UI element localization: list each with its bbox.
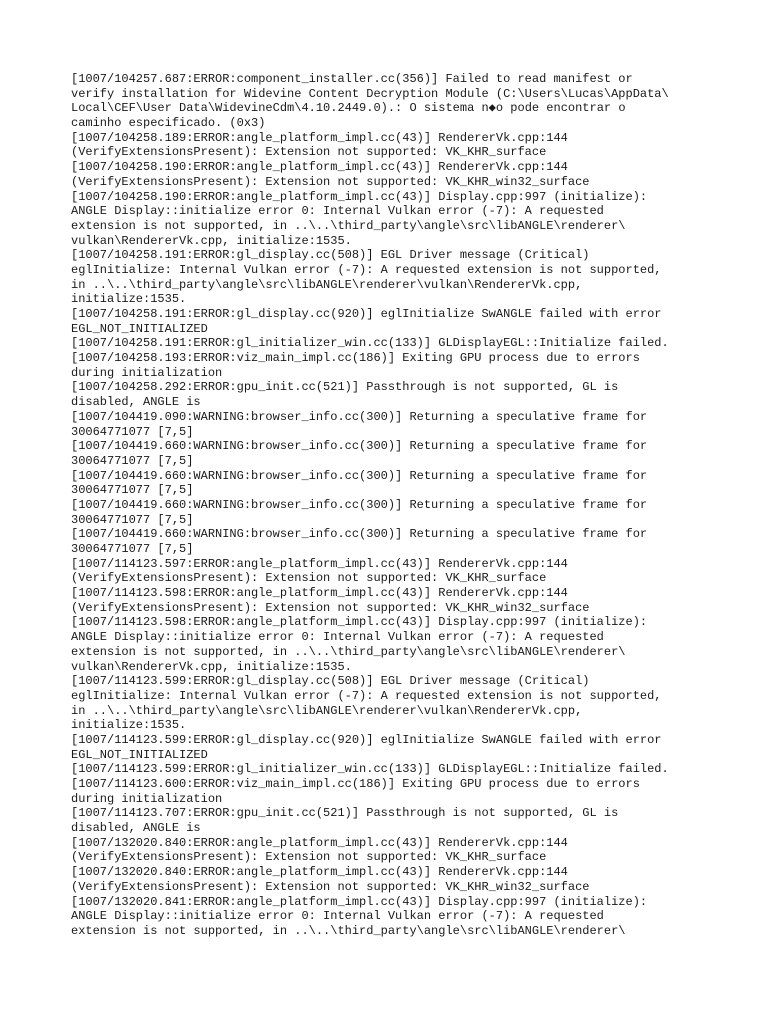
log-line: vulkan\RendererVk.cpp, initialize:1535.	[71, 659, 352, 674]
log-line: EGL_NOT_INITIALIZED	[71, 747, 208, 762]
log-line: EGL_NOT_INITIALIZED	[71, 321, 208, 336]
log-line: disabled, ANGLE is	[71, 395, 201, 410]
log-line: initialize:1535.	[71, 292, 187, 307]
log-line: ANGLE Display::initialize error 0: Internal Vulkan error (-7): A requested	[71, 630, 604, 645]
log-line: [1007/114123.599:ERROR:gl_display.cc(508)] EGL Driver message (Critical)	[71, 674, 590, 689]
log-line: [1007/104419.660:WARNING:browser_info.cc(300)] Returning a speculative frame for	[71, 439, 648, 454]
log-line: [1007/104258.191:ERROR:gl_display.cc(920)] eglInitialize SwANGLE failed with error	[71, 307, 662, 321]
log-line: (VerifyExtensionsPresent): Extension not supported: VK_KHR_surface	[71, 571, 547, 586]
log-line: [1007/104258.189:ERROR:angle_platform_impl.cc(43)] RendererVk.cpp:144	[71, 130, 568, 145]
log-line: [1007/104258.193:ERROR:viz_main_impl.cc(186)] Exiting GPU process due to errors	[71, 351, 640, 366]
log-line: ANGLE Display::initialize error 0: Internal Vulkan error (-7): A requested	[71, 909, 604, 924]
log-line: 30064771077 [7,5]	[71, 483, 194, 498]
log-line: vulkan\RendererVk.cpp, initialize:1535.	[71, 233, 352, 248]
log-line: [1007/132020.841:ERROR:angle_platform_impl.cc(43)] Display.cpp:997 (initialize):	[71, 894, 648, 909]
log-line: extension is not supported, in ..\..\third_party\angle\src\libANGLE\renderer\	[71, 644, 626, 659]
log-line: [1007/104258.292:ERROR:gpu_init.cc(521)] Passthrough is not supported, GL is	[71, 380, 619, 395]
log-line: [1007/104419.660:WARNING:browser_info.cc(300)] Returning a speculative frame for	[71, 527, 648, 542]
log-line: [1007/114123.599:ERROR:gl_initializer_win.cc(133)] GLDisplayEGL::Initialize failed.	[71, 762, 669, 777]
log-line: initialize:1535.	[71, 718, 187, 733]
log-line: (VerifyExtensionsPresent): Extension not supported: VK_KHR_win32_surface	[71, 879, 590, 894]
log-line: [1007/104419.090:WARNING:browser_info.cc(300)] Returning a speculative frame for	[71, 409, 648, 424]
log-line: eglInitialize: Internal Vulkan error (-7): A requested extension is not supported,	[71, 688, 662, 703]
log-line: 30064771077 [7,5]	[71, 453, 194, 468]
log-line: (VerifyExtensionsPresent): Extension not supported: VK_KHR_surface	[71, 850, 547, 865]
log-line: 30064771077 [7,5]	[71, 542, 194, 556]
log-line: [1007/104257.687:ERROR:component_installer.cc(356)] Failed to read manifest or	[71, 72, 633, 86]
log-line: [1007/104258.191:ERROR:gl_initializer_win.cc(133)] GLDisplayEGL::Initialize failed.	[71, 336, 669, 351]
log-line: (VerifyExtensionsPresent): Extension not supported: VK_KHR_win32_surface	[71, 600, 590, 615]
log-line: [1007/114123.600:ERROR:viz_main_impl.cc(186)] Exiting GPU process due to errors	[71, 777, 640, 791]
log-line: during initialization	[71, 365, 223, 380]
log-line: [1007/104419.660:WARNING:browser_info.cc(300)] Returning a speculative frame for	[71, 497, 648, 512]
log-line: 30064771077 [7,5]	[71, 424, 194, 439]
log-line: [1007/114123.599:ERROR:gl_display.cc(920)] eglInitialize SwANGLE failed with error	[71, 732, 662, 747]
log-line: eglInitialize: Internal Vulkan error (-7): A requested extension is not supported,	[71, 262, 662, 277]
log-line: [1007/114123.597:ERROR:angle_platform_impl.cc(43)] RendererVk.cpp:144	[71, 556, 568, 571]
log-line: [1007/104258.190:ERROR:angle_platform_impl.cc(43)] RendererVk.cpp:144	[71, 160, 568, 175]
log-line: extension is not supported, in ..\..\third_party\angle\src\libANGLE\renderer\	[71, 218, 626, 233]
log-line: [1007/104258.190:ERROR:angle_platform_impl.cc(43)] Display.cpp:997 (initialize):	[71, 189, 648, 204]
log-line: in ..\..\third_party\angle\src\libANGLE\renderer\vulkan\RendererVk.cpp,	[71, 277, 583, 292]
log-line: during initialization	[71, 791, 223, 806]
log-line: (VerifyExtensionsPresent): Extension not supported: VK_KHR_surface	[71, 145, 547, 160]
log-line: [1007/104258.191:ERROR:gl_display.cc(508)] EGL Driver message (Critical)	[71, 248, 590, 263]
log-line: extension is not supported, in ..\..\third_party\angle\src\libANGLE\renderer\	[71, 923, 626, 938]
log-line: [1007/104419.660:WARNING:browser_info.cc(300)] Returning a speculative frame for	[71, 468, 648, 483]
log-text-block	[71, 72, 711, 939]
log-line: [1007/132020.840:ERROR:angle_platform_impl.cc(43)] RendererVk.cpp:144	[71, 835, 568, 850]
log-line: verify installation for Widevine Content Decryption Module (C:\Users\Lucas\AppData\	[71, 86, 669, 101]
log-line: in ..\..\third_party\angle\src\libANGLE\renderer\vulkan\RendererVk.cpp,	[71, 703, 583, 718]
log-line: [1007/114123.598:ERROR:angle_platform_impl.cc(43)] RendererVk.cpp:144	[71, 586, 568, 601]
log-line: caminho especificado. (0x3)	[71, 116, 266, 131]
log-line: (VerifyExtensionsPresent): Extension not supported: VK_KHR_win32_surface	[71, 174, 590, 189]
log-line: Local\CEF\User Data\WidevineCdm\4.10.2449.0).: O sistema n◆o pode encontrar o	[71, 101, 626, 116]
log-line: [1007/114123.598:ERROR:angle_platform_impl.cc(43)] Display.cpp:997 (initialize):	[71, 615, 648, 630]
log-line: 30064771077 [7,5]	[71, 512, 194, 527]
log-line: ANGLE Display::initialize error 0: Internal Vulkan error (-7): A requested	[71, 204, 604, 219]
log-line: [1007/114123.707:ERROR:gpu_init.cc(521)] Passthrough is not supported, GL is	[71, 806, 619, 821]
log-line: disabled, ANGLE is	[71, 821, 201, 836]
log-line: [1007/132020.840:ERROR:angle_platform_impl.cc(43)] RendererVk.cpp:144	[71, 865, 568, 880]
